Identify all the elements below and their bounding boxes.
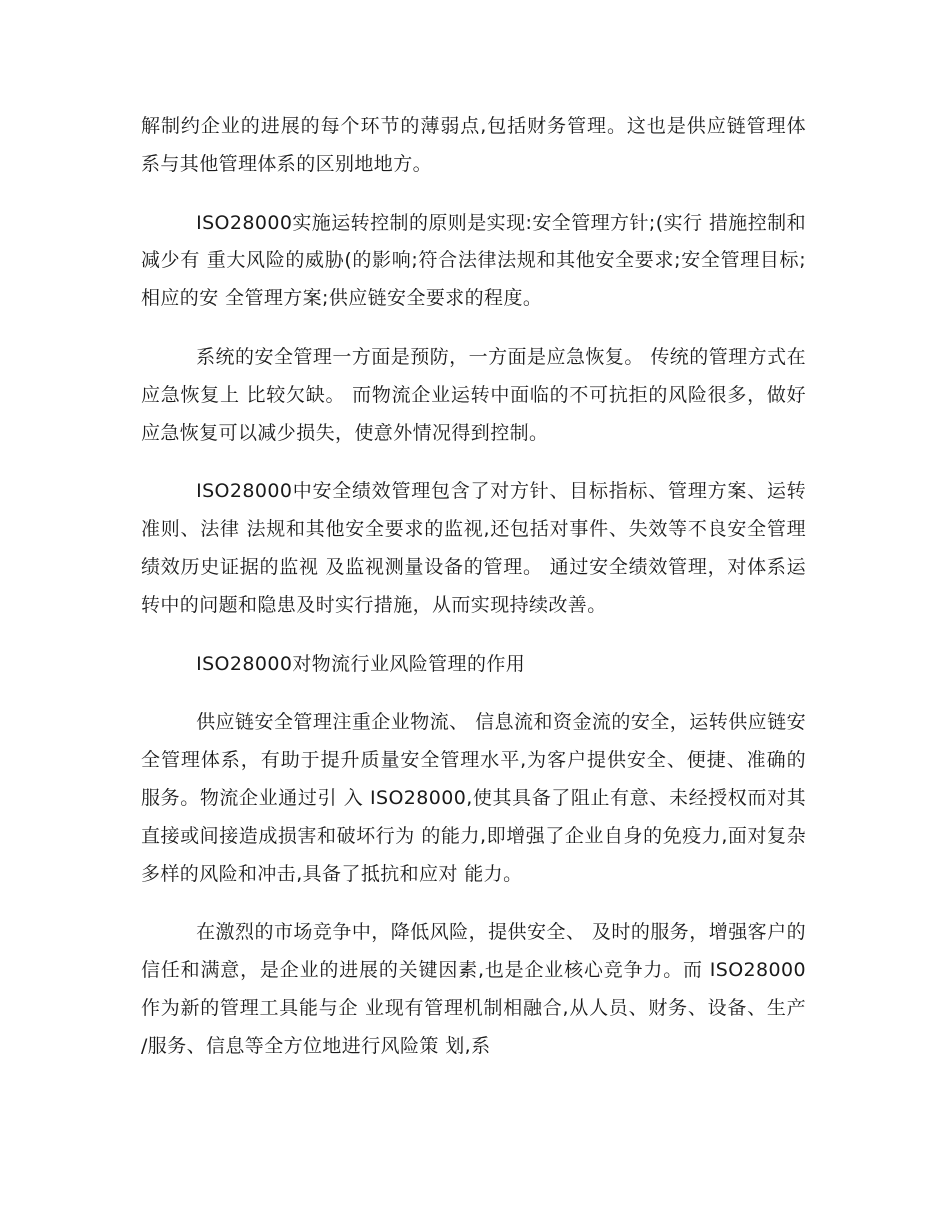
- document-body: [141, 108, 806, 1087]
- section-heading: ISO28000对物流行业风险管理的作用: [196, 652, 526, 675]
- paragraph: ISO28000中安全绩效管理包含了对方针、目标指标、管理方案、运转准则、法律 法规和其他安全要求的监视,还包括对事件、失效等不良安全管理绩效历史证据的监视 及监视测量设备的管理。 通过安全绩效管理，对体系运转中的问题和隐患及时实行措施，从而实现持续改善。: [141, 480, 806, 616]
- paragraph: 解制约企业的进展的每个环节的薄弱点,包括财务管理。这也是供应链管理体 系与其他管理体系的区别地地方。: [141, 115, 806, 175]
- paragraph: 系统的安全管理一方面是预防，一方面是应急恢复。 传统的管理方式在应急恢复上 比较欠缺。 而物流企业运转中面临的不可抗拒的风险很多，做好应急恢复可以减少损失，使意外情况得到控制。: [141, 345, 806, 444]
- paragraph: 在激烈的市场竞争中，降低风险，提供安全、 及时的服务，增强客户的信任和满意，是企业的进展的关键因素,也是企业核心竞争力。而 ISO28000作为新的管理工具能与企 业现有管理机制相融合,从人员、财务、设备、生产 /服务、信息等全方位地进行风险策 划,系: [141, 921, 806, 1057]
- paragraph: ISO28000实施运转控制的原则是实现:安全管理方针;(实行 措施控制和减少有 重大风险的威胁(的影响;符合法律法规和其他安全要求;安全管理目标;相应的安 全管理方案;供应链安全要求的程度。: [141, 211, 806, 310]
- paragraph: 供应链安全管理注重企业物流、 信息流和资金流的安全，运转供应链安全管理体系，有助于提升质量安全管理水平,为客户提供安全、便捷、准确的服务。物流企业通过引 入 ISO28000,使其具备了阻止有意、未经授权而对其直接或间接造成损害和破坏行为 的能力,即增强了企业自身的免疫力,面对复杂多样的风险和冲击,具备了抵抗和应对 能力。: [141, 711, 806, 885]
